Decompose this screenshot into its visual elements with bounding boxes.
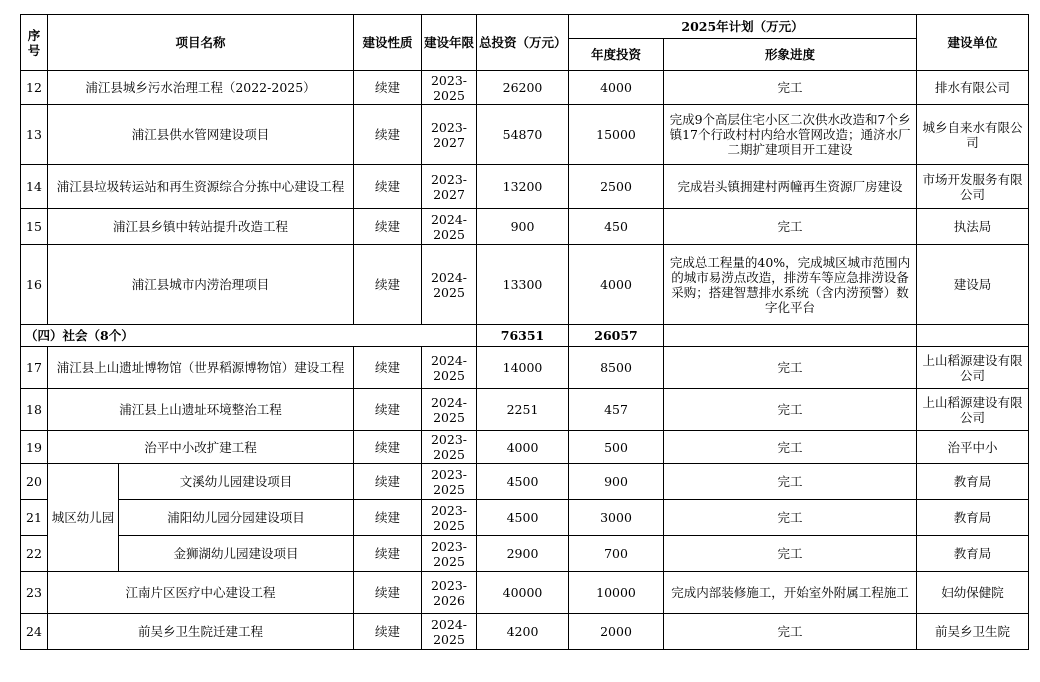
table-row — [21, 245, 1029, 325]
row-unit: 执法局 — [917, 209, 1029, 245]
row-total: 4000 — [477, 431, 569, 464]
row-progress: 完工 — [664, 614, 917, 650]
table-row — [21, 347, 1029, 389]
row-name: 浦阳幼儿园分园建设项目 — [119, 500, 354, 536]
row-total: 4500 — [477, 464, 569, 500]
row-period: 2023-2025 — [422, 431, 477, 464]
table-row — [21, 572, 1029, 614]
row-total: 2900 — [477, 536, 569, 572]
header-nature: 建设性质 — [354, 15, 422, 71]
row-annual: 3000 — [569, 500, 664, 536]
row-nature: 续建 — [354, 389, 422, 431]
row-progress: 完工 — [664, 464, 917, 500]
row-unit: 建设局 — [917, 245, 1029, 325]
row-unit: 排水有限公司 — [917, 71, 1029, 105]
row-progress: 完成9个高层住宅小区二次供水改造和7个乡镇17个行政村村内给水管网改造；通济水厂二期扩建项目开工建设 — [664, 105, 917, 165]
row-period: 2023-2026 — [422, 572, 477, 614]
table-row — [21, 614, 1029, 650]
row-name: 浦江县上山遗址博物馆（世界稻源博物馆）建设工程 — [48, 347, 354, 389]
row-seq: 19 — [21, 431, 48, 464]
section-annual: 26057 — [569, 325, 664, 347]
section-total: 76351 — [477, 325, 569, 347]
row-nature: 续建 — [354, 614, 422, 650]
section-row — [21, 325, 1029, 347]
table-row — [21, 464, 1029, 500]
row-period: 2024-2025 — [422, 614, 477, 650]
row-seq: 24 — [21, 614, 48, 650]
group-label: 城区幼儿园 — [48, 464, 119, 572]
row-period: 2023-2027 — [422, 105, 477, 165]
row-unit: 治平中小 — [917, 431, 1029, 464]
row-nature: 续建 — [354, 347, 422, 389]
row-period: 2024-2025 — [422, 389, 477, 431]
header-unit: 建设单位 — [917, 15, 1029, 71]
row-annual: 900 — [569, 464, 664, 500]
row-annual: 15000 — [569, 105, 664, 165]
row-seq: 23 — [21, 572, 48, 614]
section-label: （四）社会（8个） — [21, 325, 477, 347]
row-period: 2023-2025 — [422, 536, 477, 572]
row-name: 治平中小改扩建工程 — [48, 431, 354, 464]
row-annual: 2500 — [569, 165, 664, 209]
row-period: 2023-2025 — [422, 71, 477, 105]
row-progress: 完工 — [664, 500, 917, 536]
row-name: 前吴乡卫生院迁建工程 — [48, 614, 354, 650]
header-annual: 年度投资 — [569, 39, 664, 71]
row-seq: 20 — [21, 464, 48, 500]
row-nature: 续建 — [354, 209, 422, 245]
row-progress: 完工 — [664, 209, 917, 245]
row-period: 2023-2025 — [422, 500, 477, 536]
row-progress: 完成内部装修施工，开始室外附属工程施工 — [664, 572, 917, 614]
row-unit: 上山稻源建设有限公司 — [917, 389, 1029, 431]
row-period: 2023-2025 — [422, 464, 477, 500]
row-nature: 续建 — [354, 572, 422, 614]
header-period: 建设年限 — [422, 15, 477, 71]
row-progress: 完成岩头镇拥建村两幢再生资源厂房建设 — [664, 165, 917, 209]
table-row — [21, 165, 1029, 209]
table-row — [21, 431, 1029, 464]
row-name: 文溪幼儿园建设项目 — [119, 464, 354, 500]
row-seq: 17 — [21, 347, 48, 389]
row-name: 浦江县乡镇中转站提升改造工程 — [48, 209, 354, 245]
row-total: 40000 — [477, 572, 569, 614]
row-annual: 450 — [569, 209, 664, 245]
row-annual: 457 — [569, 389, 664, 431]
row-annual: 700 — [569, 536, 664, 572]
row-total: 54870 — [477, 105, 569, 165]
row-period: 2024-2025 — [422, 347, 477, 389]
row-total: 26200 — [477, 71, 569, 105]
row-annual: 10000 — [569, 572, 664, 614]
row-total: 13300 — [477, 245, 569, 325]
row-nature: 续建 — [354, 105, 422, 165]
row-annual: 4000 — [569, 71, 664, 105]
header-seq: 序号 — [21, 15, 48, 71]
table-row — [21, 389, 1029, 431]
row-total: 4200 — [477, 614, 569, 650]
row-total: 900 — [477, 209, 569, 245]
row-unit: 市场开发服务有限公司 — [917, 165, 1029, 209]
row-name: 浦江县上山遗址环境整治工程 — [48, 389, 354, 431]
table-row — [21, 105, 1029, 165]
row-name: 浦江县城乡污水治理工程（2022-2025） — [48, 71, 354, 105]
row-total: 4500 — [477, 500, 569, 536]
row-period: 2024-2025 — [422, 209, 477, 245]
header-total: 总投资（万元） — [477, 15, 569, 71]
row-seq: 14 — [21, 165, 48, 209]
table-row — [21, 500, 1029, 536]
row-nature: 续建 — [354, 165, 422, 209]
row-unit: 妇幼保健院 — [917, 572, 1029, 614]
row-name: 浦江县城市内涝治理项目 — [48, 245, 354, 325]
row-progress: 完工 — [664, 347, 917, 389]
row-seq: 18 — [21, 389, 48, 431]
row-period: 2024-2025 — [422, 245, 477, 325]
row-annual: 500 — [569, 431, 664, 464]
header-plan: 2025年计划（万元） — [569, 15, 917, 39]
row-seq: 12 — [21, 71, 48, 105]
row-total: 14000 — [477, 347, 569, 389]
row-unit: 教育局 — [917, 536, 1029, 572]
row-progress: 完成总工程量的40%，完成城区城市范围内的城市易涝点改造，排涝车等应急排涝设备采购；搭建智慧排水系统（含内涝预警）数字化平台 — [664, 245, 917, 325]
table-row — [21, 71, 1029, 105]
row-total: 13200 — [477, 165, 569, 209]
header-name: 项目名称 — [48, 15, 354, 71]
row-seq: 16 — [21, 245, 48, 325]
row-nature: 续建 — [354, 245, 422, 325]
row-nature: 续建 — [354, 500, 422, 536]
row-seq: 15 — [21, 209, 48, 245]
row-seq: 22 — [21, 536, 48, 572]
row-total: 2251 — [477, 389, 569, 431]
row-unit: 教育局 — [917, 500, 1029, 536]
row-period: 2023-2027 — [422, 165, 477, 209]
row-nature: 续建 — [354, 464, 422, 500]
table-row — [21, 536, 1029, 572]
row-unit: 上山稻源建设有限公司 — [917, 347, 1029, 389]
row-unit: 城乡自来水有限公司 — [917, 105, 1029, 165]
row-name: 浦江县供水管网建设项目 — [48, 105, 354, 165]
row-nature: 续建 — [354, 431, 422, 464]
row-progress: 完工 — [664, 389, 917, 431]
row-annual: 8500 — [569, 347, 664, 389]
row-unit: 前吴乡卫生院 — [917, 614, 1029, 650]
row-annual: 4000 — [569, 245, 664, 325]
row-unit: 教育局 — [917, 464, 1029, 500]
table-row — [21, 209, 1029, 245]
row-annual: 2000 — [569, 614, 664, 650]
row-name: 浦江县垃圾转运站和再生资源综合分拣中心建设工程 — [48, 165, 354, 209]
row-progress: 完工 — [664, 431, 917, 464]
row-name: 江南片区医疗中心建设工程 — [48, 572, 354, 614]
row-progress: 完工 — [664, 536, 917, 572]
project-table — [20, 14, 1029, 650]
row-seq: 13 — [21, 105, 48, 165]
row-nature: 续建 — [354, 71, 422, 105]
row-name: 金狮湖幼儿园建设项目 — [119, 536, 354, 572]
row-nature: 续建 — [354, 536, 422, 572]
row-progress: 完工 — [664, 71, 917, 105]
header-progress: 形象进度 — [664, 39, 917, 71]
row-seq: 21 — [21, 500, 48, 536]
